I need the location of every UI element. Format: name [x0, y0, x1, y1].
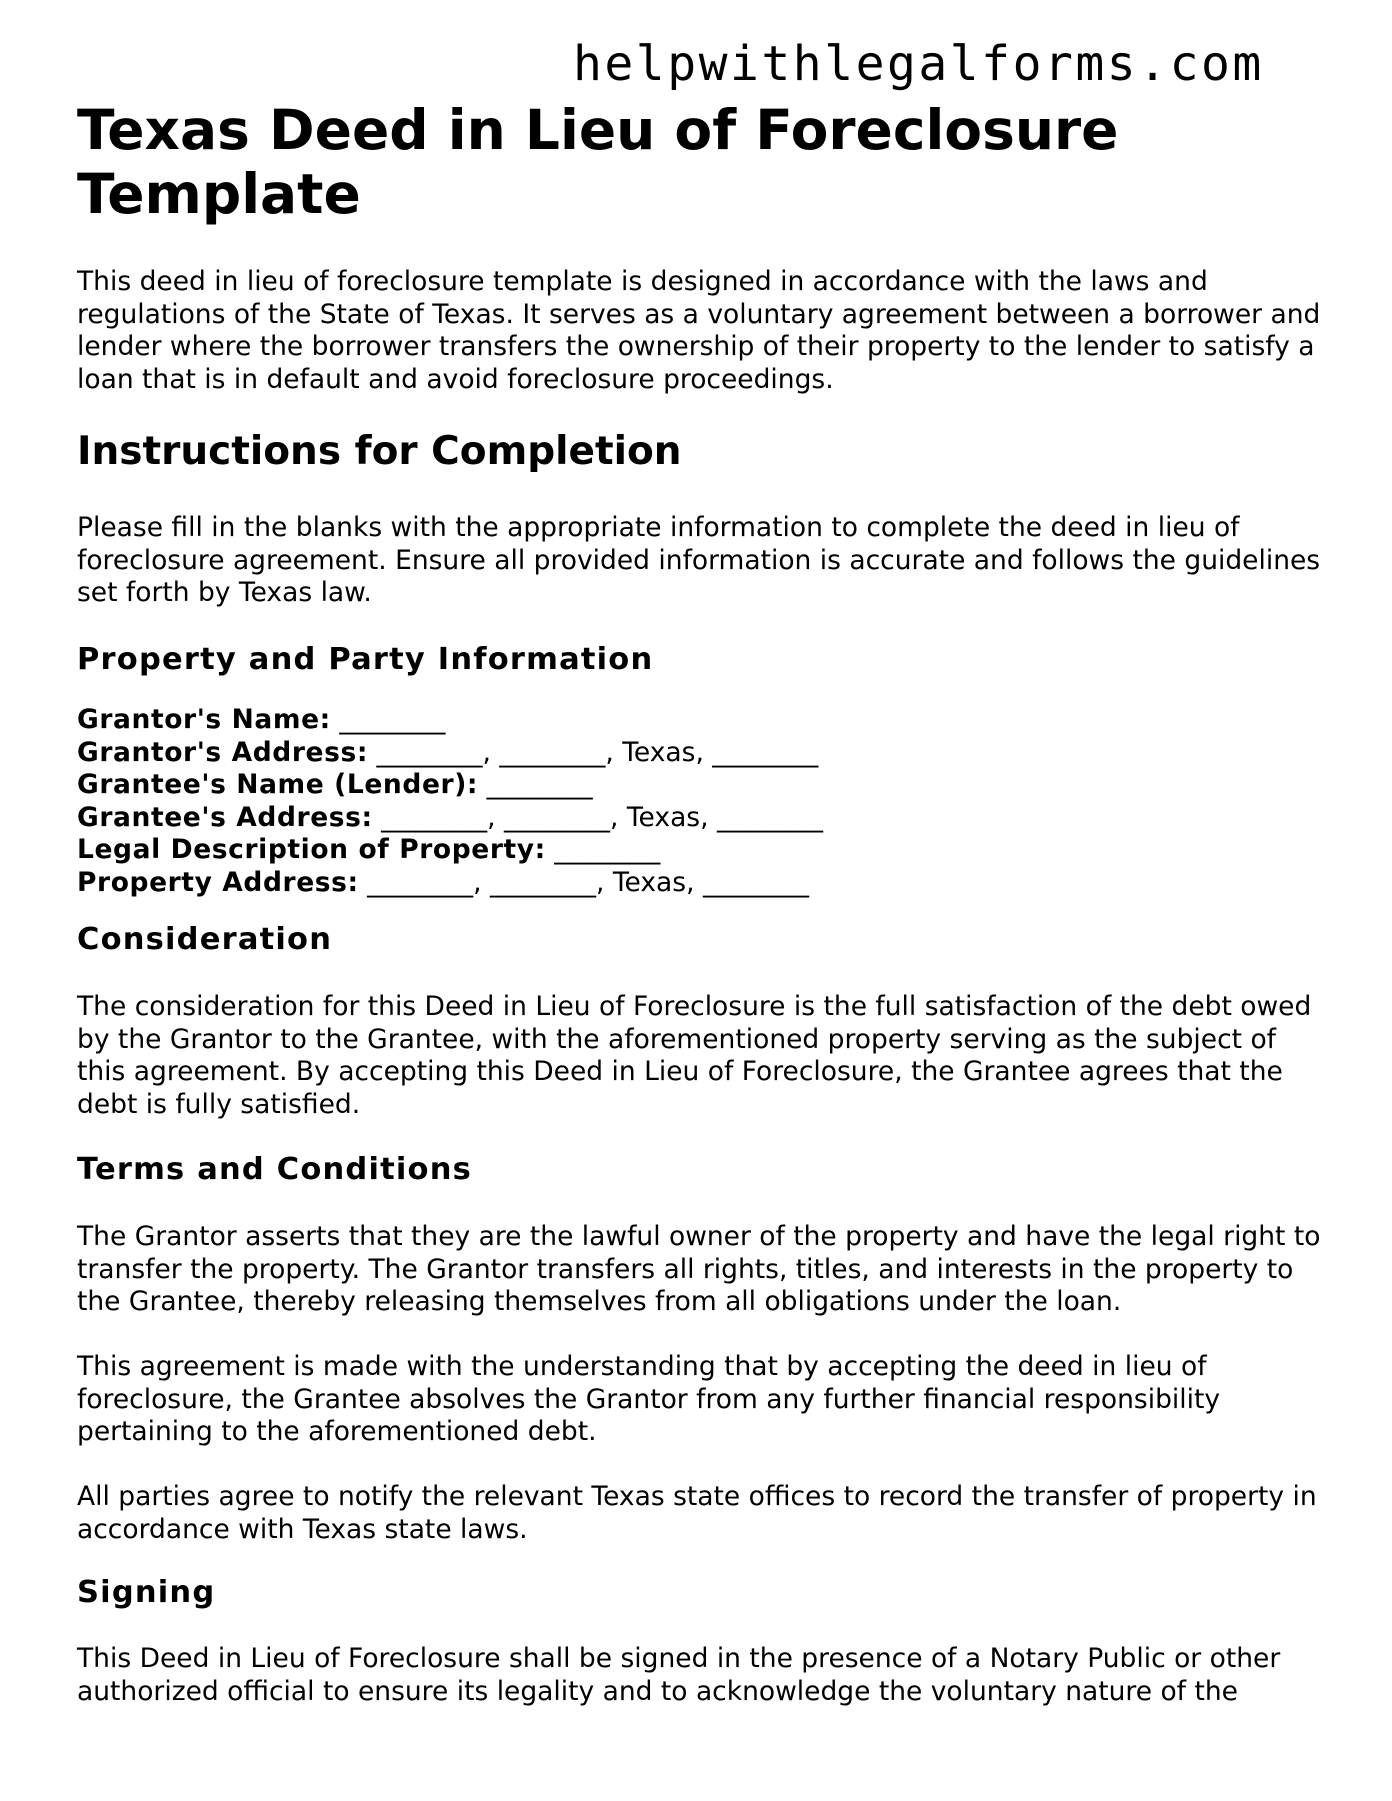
signing-heading: Signing [77, 1575, 216, 1610]
field-blank: ________ [554, 834, 661, 865]
page-title: Texas Deed in Lieu of Foreclosure Template [77, 98, 1119, 226]
property-party-heading: Property and Party Information [77, 642, 654, 677]
property-fields [77, 704, 1277, 899]
field-blank: ________, ________, Texas, ________ [376, 736, 819, 768]
terms-paragraph-2: This agreement is made with the understanding that by accepting the deed in lieu of foreclosure, the Grantee absolves the Grantor from any further financial responsibility pertaining to the aforementioned debt. [77, 1351, 1221, 1447]
instructions-heading: Instructions for Completion [77, 429, 682, 474]
instructions-paragraph: Please fill in the blanks with the appropriate information to complete the deed in lieu of foreclosure agreement. Ensure all provided information is accurate and follows the guidelines set forth by Texas law. [77, 512, 1321, 608]
field-blank: ________, ________, Texas, ________ [367, 866, 809, 898]
field-label: Grantee's Name (Lender): [77, 769, 479, 800]
field-blank: ________, ________, Texas, ________ [381, 801, 823, 833]
consideration-heading: Consideration [77, 922, 333, 957]
terms-paragraph-3: All parties agree to notify the relevant Texas state offices to record the transfer of property in accordance with Texas state laws. [77, 1481, 1317, 1545]
field-blank: ________ [339, 704, 446, 735]
field-label: Legal Description of Property: [77, 834, 546, 865]
field-label: Grantor's Name: [77, 704, 331, 735]
signing-paragraph: This Deed in Lieu of Foreclosure shall be signed in the presence of a Notary Public or other authorized official to ensure its legality and to acknowledge the voluntary nature of the [77, 1643, 1281, 1707]
field-grantor-name [77, 704, 1277, 737]
watermark: helpwithlegalforms.com [573, 36, 1264, 92]
terms-heading: Terms and Conditions [77, 1152, 472, 1187]
consideration-paragraph: The consideration for this Deed in Lieu of Foreclosure is the full satisfaction of the debt owed by the Grantor to the Grantee, with the aforementioned property serving as the subject of this agreement. By accepting this Deed in Lieu of Foreclosure, the Grantee agrees that the debt is fully satisfied. [77, 991, 1312, 1120]
field-label: Property Address: [77, 866, 359, 898]
field-grantee-address [77, 802, 1277, 835]
field-legal-description [77, 834, 1277, 867]
field-blank: ________ [486, 769, 593, 800]
field-property-address [77, 867, 1277, 900]
field-grantor-address [77, 737, 1277, 770]
field-label: Grantee's Address: [77, 801, 373, 833]
field-grantee-name [77, 769, 1277, 802]
intro-paragraph: This deed in lieu of foreclosure template is designed in accordance with the laws and regulations of the State of Texas. It serves as a voluntary agreement between a borrower and lender where the borrower transfers the ownership of their property to the lender to satisfy a loan that is in default and avoid foreclosure proceedings. [77, 266, 1321, 395]
field-label: Grantor's Address: [77, 736, 369, 768]
terms-paragraph-1: The Grantor asserts that they are the lawful owner of the property and have the legal right to transfer the property. The Grantor transfers all rights, titles, and interests in the property to the Grantee, thereby releasing themselves from all obligations under the loan. [77, 1221, 1321, 1317]
